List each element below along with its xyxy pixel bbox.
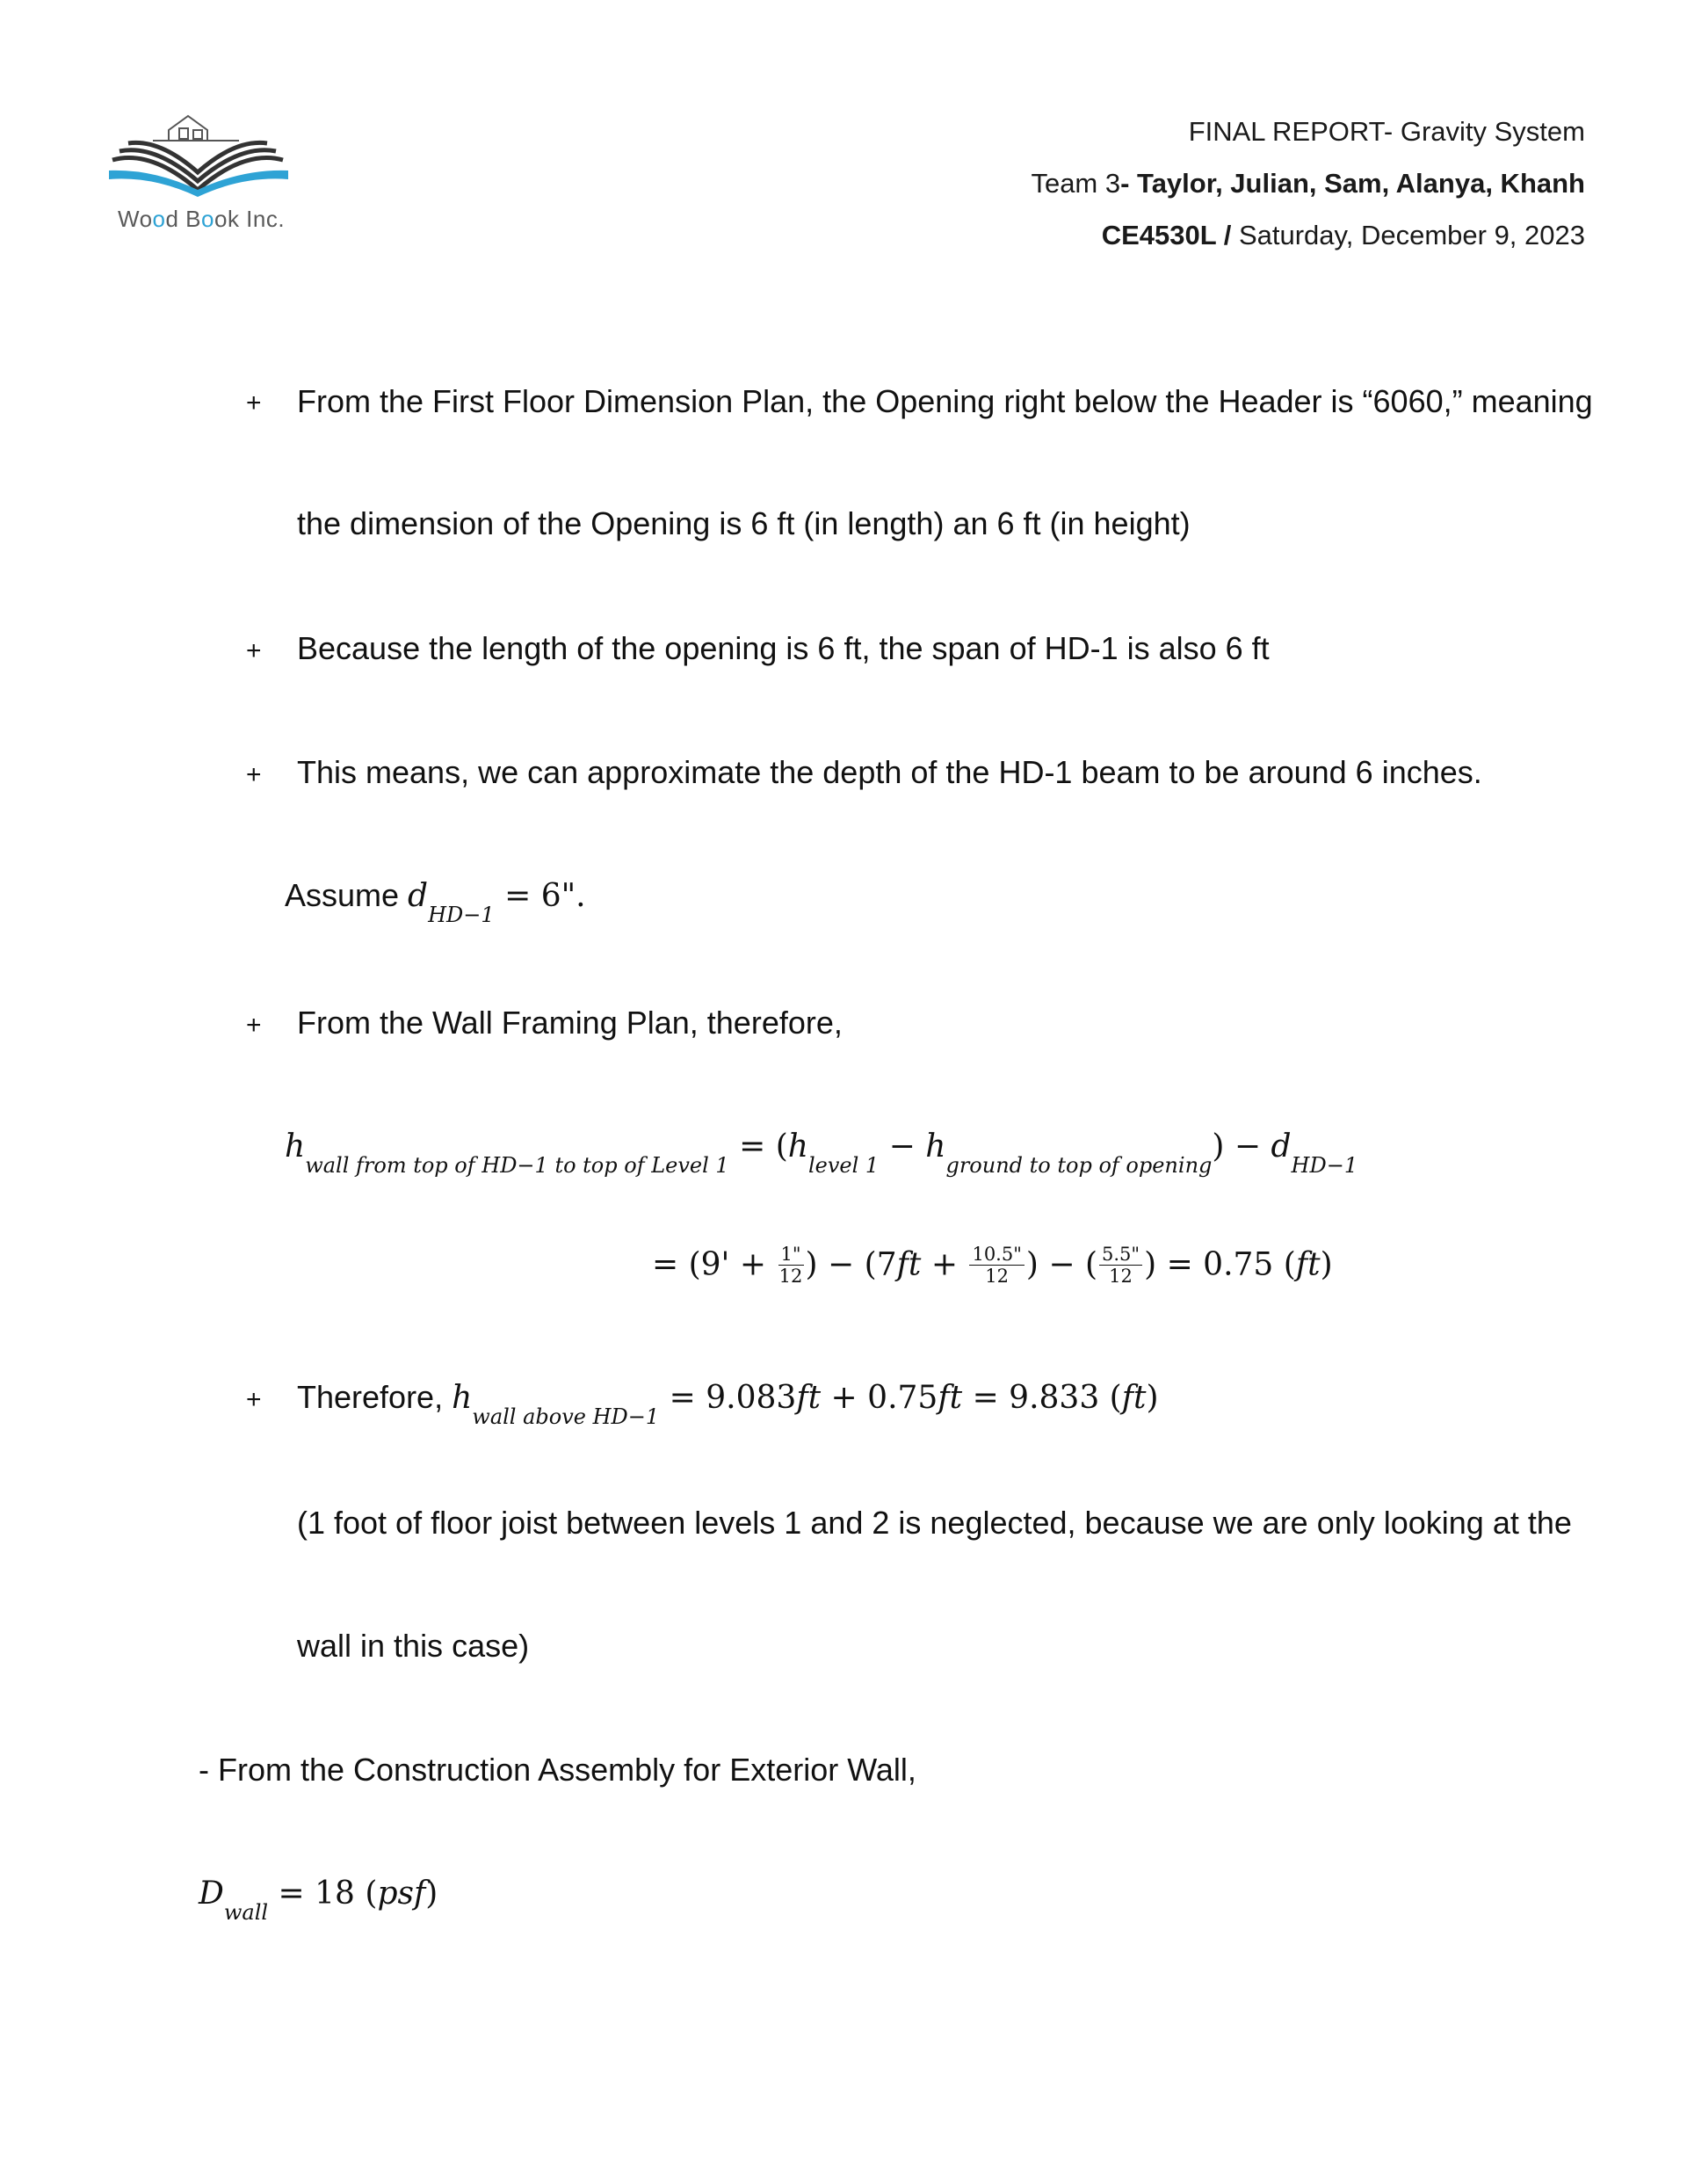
fraction-2: $\frac{10.5"}{12}$ xyxy=(969,1244,1024,1286)
wall-height-calculation: = (9' + $\frac{1"}{12}$ ) − (7ft + $\frac{10.5"}{12}$ ) − ( $\frac{5.5"}{12}$ ) = 0.75 (ft) xyxy=(652,1244,1333,1287)
assume-equation: Assume $d_{HD-1} = 6$". xyxy=(285,877,586,927)
book-house-logo-icon xyxy=(107,105,292,202)
paragraph-opening-cont: the dimension of the Opening is 6 ft (in length) an 6 ft (in height) xyxy=(297,505,1191,541)
bullet-icon: + xyxy=(246,760,262,789)
paragraph-depth: This means, we can approximate the depth of the HD-1 beam to be around 6 inches. xyxy=(297,754,1482,790)
paragraph-construction-assembly: - From the Construction Assembly for Exterior Wall, xyxy=(199,1752,916,1788)
logo-text: Wood Book Inc. xyxy=(118,206,286,232)
paragraph-neglect-note: (1 foot of floor joist between levels 1 and 2 is neglected, because we are only looking at the xyxy=(297,1505,1572,1541)
paragraph-neglect-note-cont: wall in this case) xyxy=(297,1628,530,1664)
paragraph-span: Because the length of the opening is 6 ft, the span of HD-1 is also 6 ft xyxy=(297,630,1270,666)
fraction-1: $\frac{1"}{12}$ xyxy=(778,1244,803,1287)
report-header xyxy=(1031,105,1585,261)
paragraph-opening: From the First Floor Dimension Plan, the Opening right below the Header is “6060,” meaning xyxy=(297,383,1593,419)
company-logo xyxy=(107,105,292,237)
bullet-icon: + xyxy=(246,388,262,417)
bullet-icon: + xyxy=(246,1011,262,1040)
wall-height-equation: $h_{wall from top of HD-1 to top of Level 1} = (h_{level 1} - h_{ground to top of opening}) - d_{HD-1}$ xyxy=(285,1128,1358,1178)
report-title: FINAL REPORT- Gravity System xyxy=(1188,116,1585,147)
wall-above-equation: Therefore, $h_{wall above HD-1} = 9.083ft + 0.75ft = 9.833$ (ft) xyxy=(297,1379,1159,1429)
bullet-icon: + xyxy=(246,1385,262,1414)
dead-load-equation: $D_{wall} = 18$ (psf) xyxy=(199,1876,438,1925)
paragraph-wall-framing: From the Wall Framing Plan, therefore, xyxy=(297,1005,843,1041)
bullet-icon: + xyxy=(246,636,262,665)
fraction-3: $\frac{5.5"}{12}$ xyxy=(1099,1244,1142,1286)
team-line: Team 3- Taylor, Julian, Sam, Alanya, Khanh xyxy=(1031,168,1585,199)
course-date-line: CE4530L / Saturday, December 9, 2023 xyxy=(1101,220,1585,250)
